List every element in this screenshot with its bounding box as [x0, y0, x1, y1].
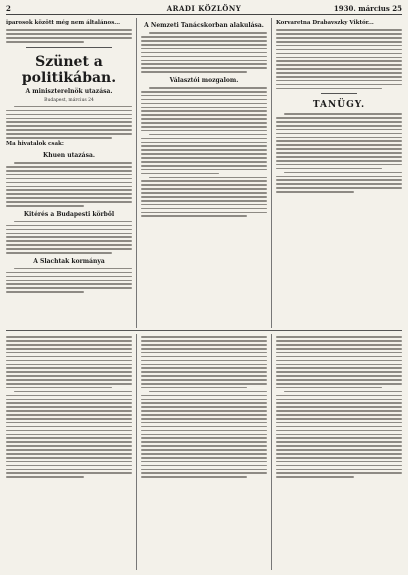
column-divider [271, 18, 272, 328]
body-text [276, 29, 402, 89]
paper-name: ARADI KÖZLÖNY [166, 4, 242, 13]
dateline: Budapest, március 24 [44, 97, 94, 103]
column-3 [276, 18, 402, 195]
body-text [276, 336, 402, 478]
body-text [6, 268, 132, 293]
body-text [141, 336, 267, 478]
column-divider [136, 18, 137, 328]
column-2 [141, 18, 267, 219]
section-heading: Kitérés a Budapesti körből [23, 210, 115, 218]
lower-column-3 [276, 334, 402, 480]
body-text [6, 106, 132, 139]
separator [26, 47, 112, 48]
section-heading: A Slachtak kormánya [33, 257, 105, 265]
body-text [276, 113, 402, 192]
separator [321, 93, 357, 94]
column-divider [136, 334, 137, 570]
section-title-tanugy: TANÜGY. [312, 100, 366, 111]
body-text [141, 87, 267, 217]
horizontal-divider [6, 330, 402, 331]
lower-column-1 [6, 334, 132, 480]
column-divider [271, 334, 272, 570]
issue-date: 1930. március 25 [333, 4, 402, 13]
body-text [6, 221, 132, 254]
section-heading: Khuen utazása. [43, 151, 95, 159]
lead-fragment: iparosok között még nem általános... [6, 20, 121, 26]
lead-fragment: Korvaretna Drabavszky Viktór... [276, 20, 374, 26]
article-title: Szünet a politikában. [21, 53, 117, 86]
body-text [6, 336, 132, 478]
body-text [6, 29, 132, 42]
lower-column-2 [141, 334, 267, 480]
bold-phrase: Ma hivatalok csak: [6, 140, 64, 147]
section-heading: Választói mozgalom. [169, 76, 239, 84]
body-text [141, 32, 267, 73]
masthead [6, 4, 402, 15]
section-heading: A Nemzeti Tanácskorban alakulása. [144, 22, 264, 29]
column-1 [6, 18, 132, 295]
article-subtitle: A miniszterelnök utazása. [25, 87, 113, 95]
page-number: 2 [6, 4, 11, 13]
body-text [6, 162, 132, 206]
